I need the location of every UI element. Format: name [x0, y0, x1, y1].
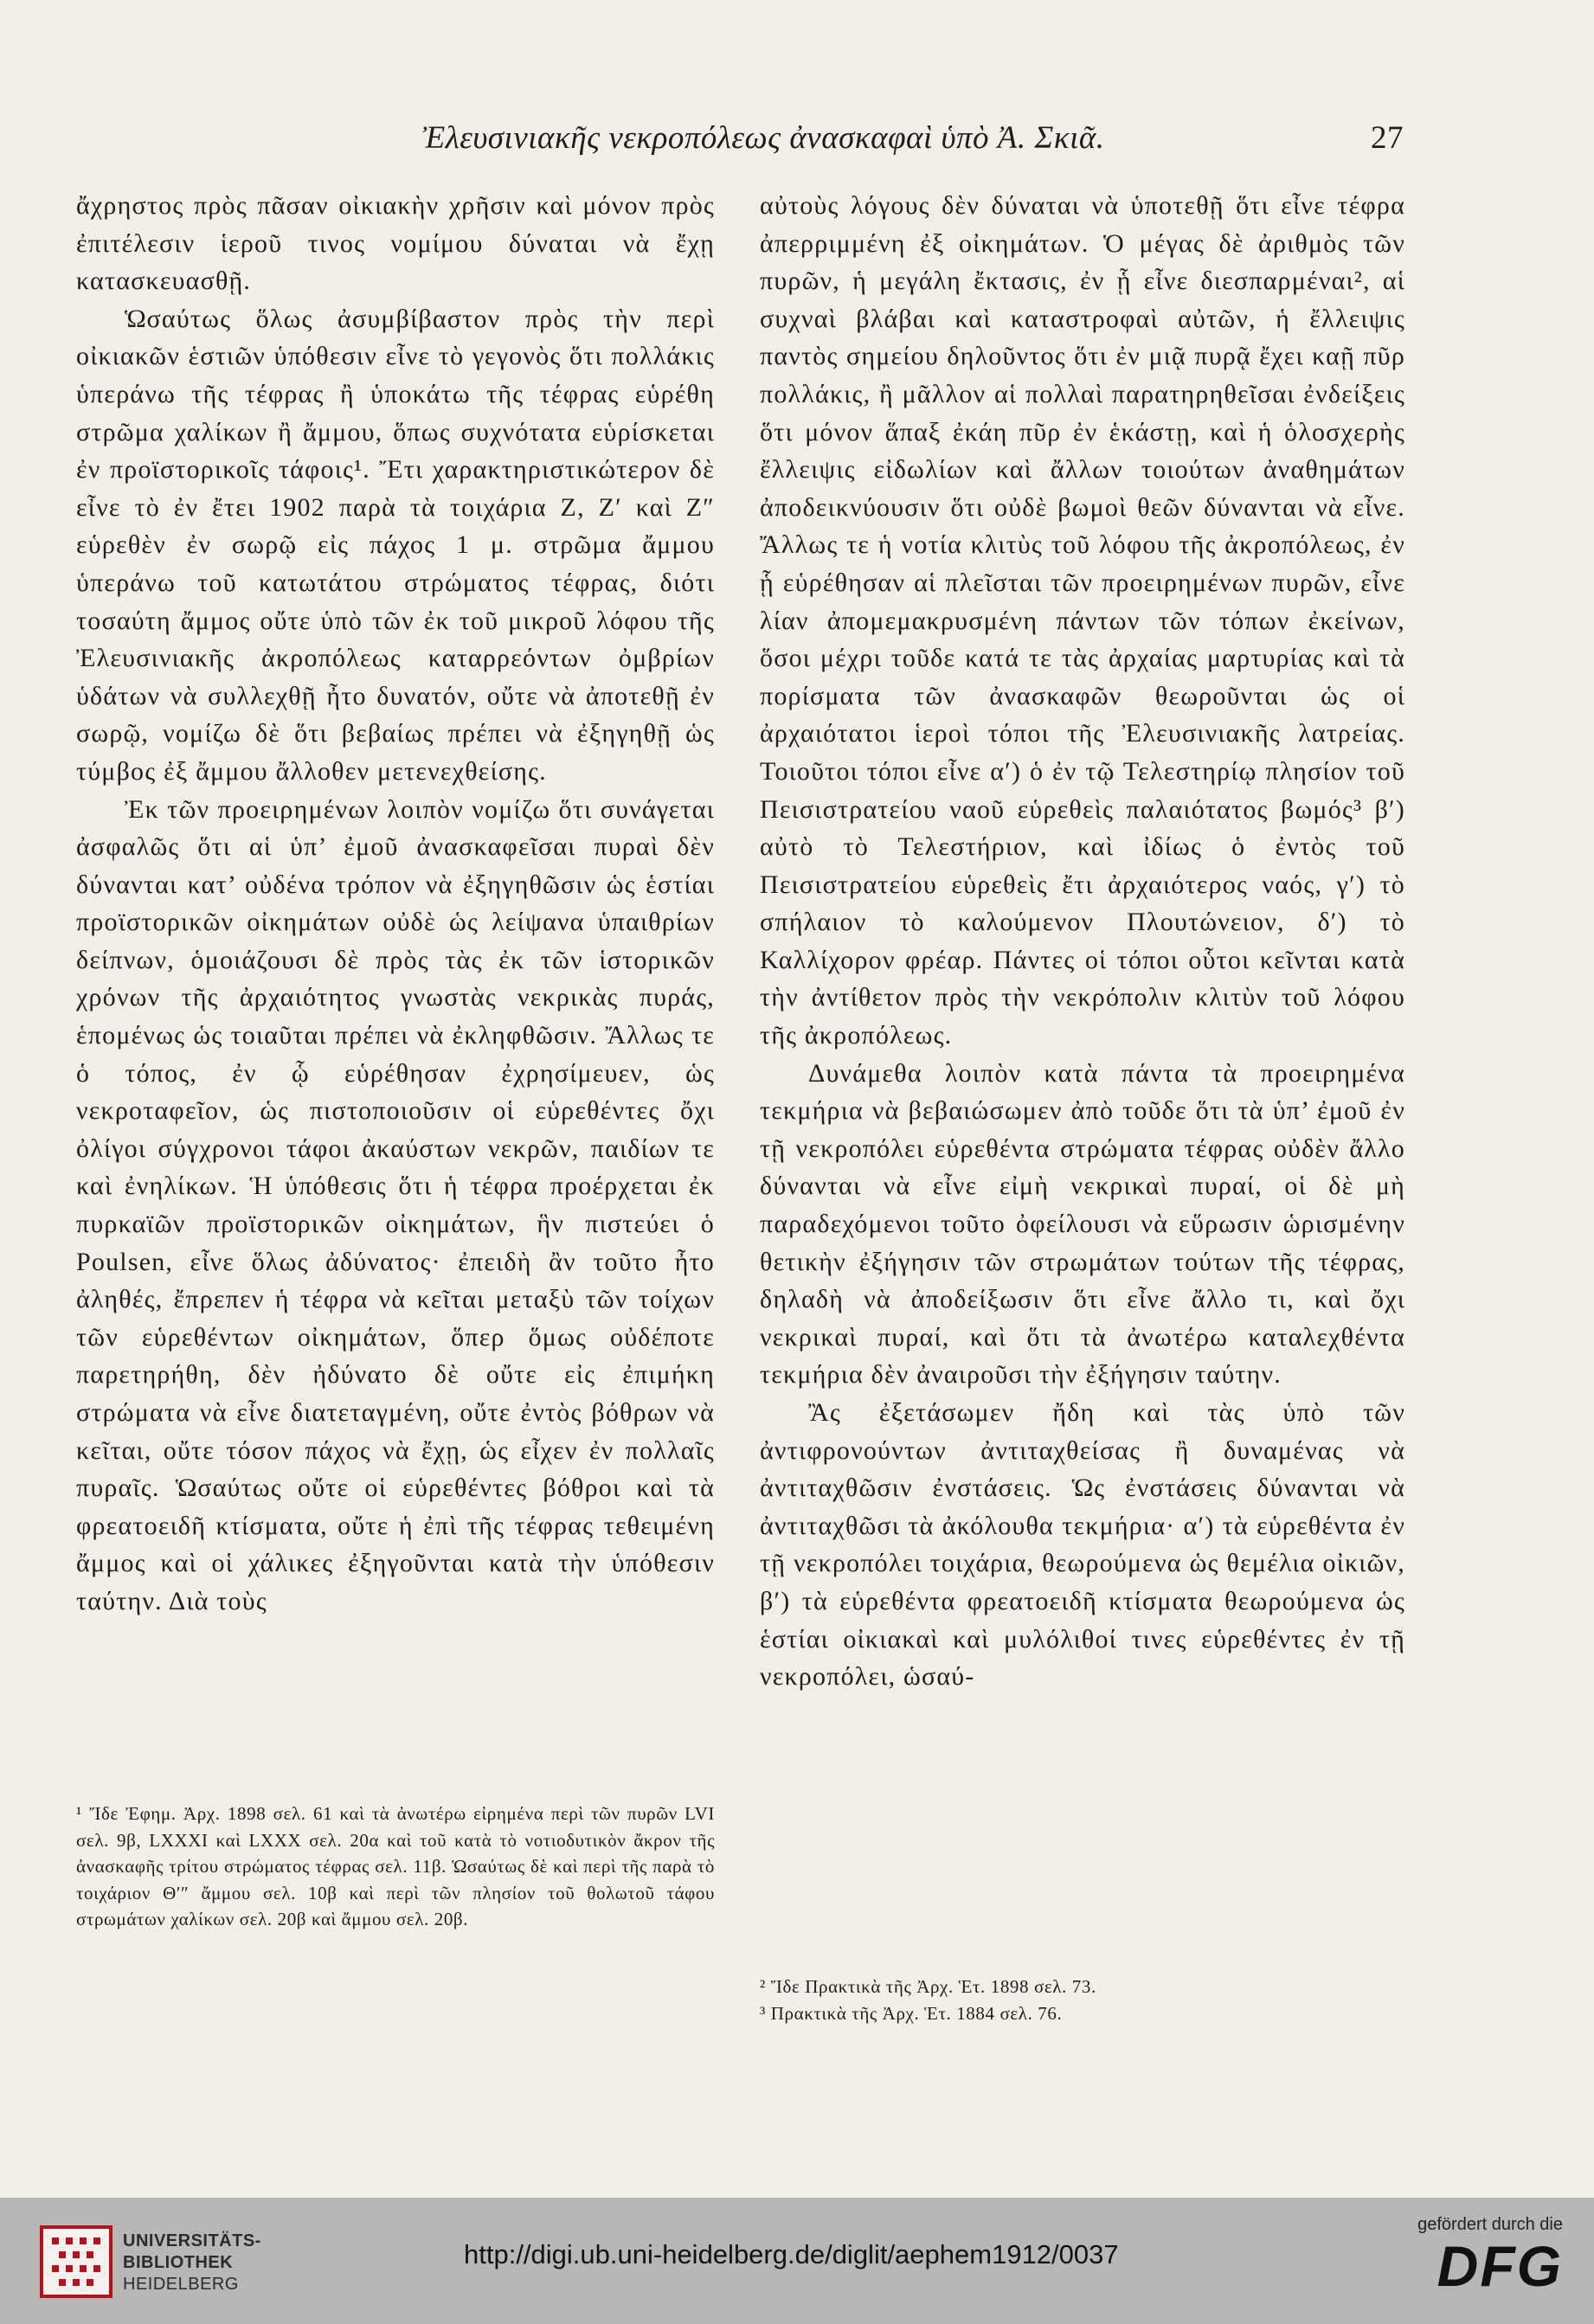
university-library-logo[interactable]	[40, 2225, 299, 2302]
left-column	[76, 187, 715, 1621]
page-number: 27	[1371, 120, 1404, 156]
paragraph: Δυνάμεθα λοιπὸν κατὰ πάντα τὰ προειρημένα τεκμήρια νὰ βεβαιώσωμεν ἀπὸ τοῦδε ὅτι τὰ ὑπ’ ἐμοῦ ἐν τῇ νεκροπόλει εὑρεθέντα στρώματα τέφρας οὐδὲν ἄλλο δύνανται νὰ εἶνε εἰμὴ νεκρικαὶ πυραί, οἱ δὲ μὴ παραδεχόμενοι τοῦτο ὀφείλουσι νὰ εὕρωσιν ὡρισμένην θετικὴν ἐξήγησιν τῶν στρωμάτων τούτων τῆς τέφρας, δηλαδὴ νὰ ἀποδείξωσιν ὅτι εἶνε ἄλλο τι, καὶ ὄχι νεκρικαὶ πυραί, καὶ ὅτι τὰ ἀνωτέρω καταλεχθέντα τεκμήρια δὲν ἀναιροῦσι τὴν ἐξήγησιν ταύτην.	[760, 1058, 1405, 1390]
footnote: ² Ἴδε Πρακτικὰ τῆς Ἀρχ. Ἑτ. 1898 σελ. 73.	[760, 1976, 1096, 1997]
footnotes-left	[76, 1801, 715, 1933]
funder-logo[interactable]	[1390, 2215, 1563, 2297]
university-library-logo-icon	[40, 2225, 112, 2298]
permalink[interactable]: http://digi.ub.uni-heidelberg.de/diglit/aephem1912/0037	[464, 2239, 1119, 2269]
right-column	[760, 187, 1405, 1696]
funding-caption: gefördert durch die	[1417, 2215, 1563, 2234]
running-title: Ἐλευσινιακῆς νεκροπόλεως ἀνασκαφαὶ ὑπὸ Ἀ. Σκιᾶ.	[422, 120, 1105, 156]
footnote: ³ Πρακτικὰ τῆς Ἀρχ. Ἑτ. 1884 σελ. 76.	[760, 2002, 1063, 2024]
paragraph: ἄχρηστος πρὸς πᾶσαν οἰκιακὴν χρῆσιν καὶ μόνον πρὸς ἐπιτέλεσιν ἱεροῦ τινος νομίμου δύναται νὰ ἔχῃ κατασκευασθῇ.	[76, 191, 715, 296]
paragraph: αὐτοὺς λόγους δὲν δύναται νὰ ὑποτεθῇ ὅτι εἶνε τέφρα ἀπερριμμένη ἐξ οἰκημάτων. Ὁ μέγας δὲ ἀριθμὸς τῶν πυρῶν, ἡ μεγάλη ἔκτασις, ἐν ᾗ εἶνε διεσπαρμέναι², αἱ συχναὶ βλάβαι καὶ καταστροφαὶ αὐτῶν, ἡ ἔλλειψις παντὸς σημείου δηλοῦντος ὅτι ἐν μιᾷ πυρᾷ ἔχει καῇ πῦρ πολλάκις, ἢ μᾶλλον αἱ πολλαὶ παρατηρηθεῖσαι ἐνδείξεις ὅτι μόνον ἅπαξ ἐκάη πῦρ ἐν ἑκάστῃ, καὶ ἡ ὁλοσχερὴς ἔλλειψις εἰδωλίων καὶ ἄλλων τοιούτων ἀναθημάτων ἀποδεικνύουσιν ὅτι οὐδὲ βωμοὶ θεῶν δύνανται νὰ εἶνε. Ἄλλως τε ἡ νοτία κλιτὺς τοῦ λόφου τῆς ἀκροπόλεως, ἐν ᾗ εὑρέθησαν αἱ πλεῖσται τῶν προειρημένων πυρῶν, εἶνε λίαν ἀπομεμακρυσμένη πάντων τῶν τόπων ἐκείνων, ὅσοι μέχρι τοῦδε κατά τε τὰς ἀρχαίας μαρτυρίας καὶ τὰ πορίσματα τῶν ἀνασκαφῶν θεωροῦνται ὡς οἱ ἀρχαιότατοι ἱεροὶ τόποι τῆς Ἐλευσινιακῆς λατρείας. Τοιοῦτοι τόποι εἶνε α′) ὁ ἐν τῷ Τελεστηρίῳ πλησίον τοῦ Πεισιστρατείου ναοῦ εὑρεθεὶς παλαιότατος βωμός³ β′) αὐτὸ τὸ Τελεστήριον, καὶ ἰδίως ὁ ἐντὸς τοῦ Πεισιστρατείου εὑρεθεὶς ἔτι ἀρχαιότερος ναός, γ′) τὸ σπήλαιον τὸ καλούμενον Πλουτώνειον, δ′) τὸ Καλλίχορον φρέαρ. Πάντες οἱ τόποι οὗτοι κεῖνται κατὰ τὴν ἀντίθετον πρὸς τὴν νεκρόπολιν κλιτὺν τοῦ λόφου τῆς ἀκροπόλεως.	[760, 191, 1405, 1050]
paragraph: Ὡσαύτως ὅλως ἀσυμβίβαστον πρὸς τὴν περὶ οἰκιακῶν ἑστιῶν ὑπόθεσιν εἶνε τὸ γεγονὸς ὅτι πολλάκις ὑπεράνω τῆς τέφρας ἢ ὑποκάτω τῆς τέφρας εὑρέθη στρῶμα χαλίκων ἢ ἄμμου, ὅπως συχνότατα εὑρίσκεται ἐν προϊστορικοῖς τάφοις¹. Ἔτι χαρακτηριστικώτερον δὲ εἶνε τὸ ἐν ἔτει 1902 παρὰ τὰ τοιχάρια Ζ, Ζ′ καὶ Ζ″ εὑρεθὲν ἐν σωρῷ εἰς πάχος 1 μ. στρῶμα ἄμμου ὑπεράνω τοῦ κατωτάτου στρώματος τέφρας, διότι τοσαύτη ἄμμος οὔτε ὑπὸ τῶν ἐκ τοῦ μικροῦ λόφου τῆς Ἐλευσινιακῆς ἀκροπόλεως καταρρεόντων ὀμβρίων ὑδάτων νὰ συλλεχθῇ ἦτο δυνατόν, οὔτε νὰ ἀποτεθῇ ἐν σωρῷ, νομίζω δὲ ὅτι βεβαίως πρέπει νὰ ἐξηγηθῇ ὡς τύμβος ἐξ ἄμμου ἄλλοθεν μετενεχθείσης.	[76, 304, 715, 786]
running-header	[422, 119, 1404, 157]
paragraph: Ἐκ τῶν προειρημένων λοιπὸν νομίζω ὅτι συνάγεται ἀσφαλῶς ὅτι αἱ ὑπ’ ἐμοῦ ἀνασκαφεῖσαι πυραὶ δὲν δύνανται κατ’ οὐδένα τρόπον νὰ ἐξηγηθῶσιν ὡς ἑστίαι προϊστορικῶν οἰκημάτων οὐδὲ ὡς λείψανα ὑπαιθρίων δείπνων, ὁμοιάζουσι δὲ πρὸς τὰς ἐκ τῶν ἱστορικῶν χρόνων τῆς ἀρχαιότητος γνωστὰς νεκρικὰς πυράς, ἑπομένως ὡς τοιαῦται πρέπει νὰ ἐκληφθῶσιν. Ἄλλως τε ὁ τόπος, ἐν ᾧ εὑρέθησαν ἐχρησίμευεν, ὡς νεκροταφεῖον, ὡς πιστοποιοῦσιν οἱ εὑρεθέντες ὄχι ὀλίγοι σύγχρονοι τάφοι ἀκαύστων νεκρῶν, παιδίων τε καὶ ἐνηλίκων. Ἡ ὑπόθεσις ὅτι ἡ τέφρα προέρχεται ἐκ πυρκαϊῶν προϊστορικῶν οἰκημάτων, ἣν πιστεύει ὁ Poulsen, εἶνε ὅλως ἀδύνατος· ἐπειδὴ ἂν τοῦτο ἦτο ἀληθές, ἔπρεπεν ἡ τέφρα νὰ κεῖται μεταξὺ τῶν τοίχων τῶν εὑρεθέντων οἰκημάτων, ὅπερ ὅμως οὐδέποτε παρετηρήθη, δὲν ἠδύνατο δὲ οὔτε εἰς ἐπιμήκη στρώματα νὰ εἶνε διατεταγμένη, οὔτε ἐντὸς βόθρων νὰ κεῖται, οὔτε τόσον πάχος νὰ ἔχῃ, ὡς εἶχεν ἐν πολλαῖς πυραῖς. Ὡσαύτως οὔτε οἱ εὑρεθέντες βόθροι καὶ τὰ φρεατοειδῆ κτίσματα, οὔτε ἡ ἐπὶ τῆς τέφρας τεθειμένη ἄμμος καὶ οἱ χάλικες ἐξηγοῦνται κατὰ τὴν ὑπόθεσιν ταύτην. Διὰ τοὺς	[76, 794, 715, 1615]
footnotes-right	[760, 1974, 1405, 2026]
paragraph: Ἂς ἐξετάσωμεν ἤδη καὶ τὰς ὑπὸ τῶν ἀντιφρονούντων ἀντιταχθείσας ἢ δυναμένας νὰ ἀντιταχθῶσιν ἐνστάσεις. Ὡς ἐνστάσεις δύνανται νὰ ἀντιταχθῶσι τὰ ἀκόλουθα τεκμήρια· α′) τὰ εὑρεθέντα ἐν τῇ νεκροπόλει τοιχάρια, θεωρούμενα ὡς θεμέλια οἰκιῶν, β′) τὰ εὑρεθέντα φρεατοειδῆ κτίσματα θεωρούμενα ὡς ἑστίαι οἰκιακαὶ καὶ μυλόλιθοί τινες εὑρεθέντες ἐν τῇ νεκροπόλει, ὡσαύ-	[760, 1398, 1405, 1692]
dfg-wordmark: DFG	[1437, 2234, 1563, 2298]
library-name: UNIVERSITÄTS- BIBLIOTHEK HEIDELBERG	[123, 2231, 261, 2294]
footnote: ¹ Ἴδε Ἐφημ. Ἀρχ. 1898 σελ. 61 καὶ τὰ ἀνωτέρω εἰρημένα περὶ τῶν πυρῶν LVI σελ. 9β, LXXXI καὶ LXXX σελ. 20α καὶ τοῦ κατὰ τὸ νοτιοδυτικὸν ἄκρον τῆς ἀνασκαφῆς τρίτου στρώματος τέφρας σελ. 11β. Ὡσαύτως δὲ καὶ περὶ τῆς παρὰ τὸ τοιχάριον Θ′″ ἄμμου σελ. 10β καὶ περὶ τῶν πλησίον τοῦ θολωτοῦ τάφου στρωμάτων χαλίκων σελ. 20β καὶ ἄμμου σελ. 20β.	[76, 1803, 715, 1929]
